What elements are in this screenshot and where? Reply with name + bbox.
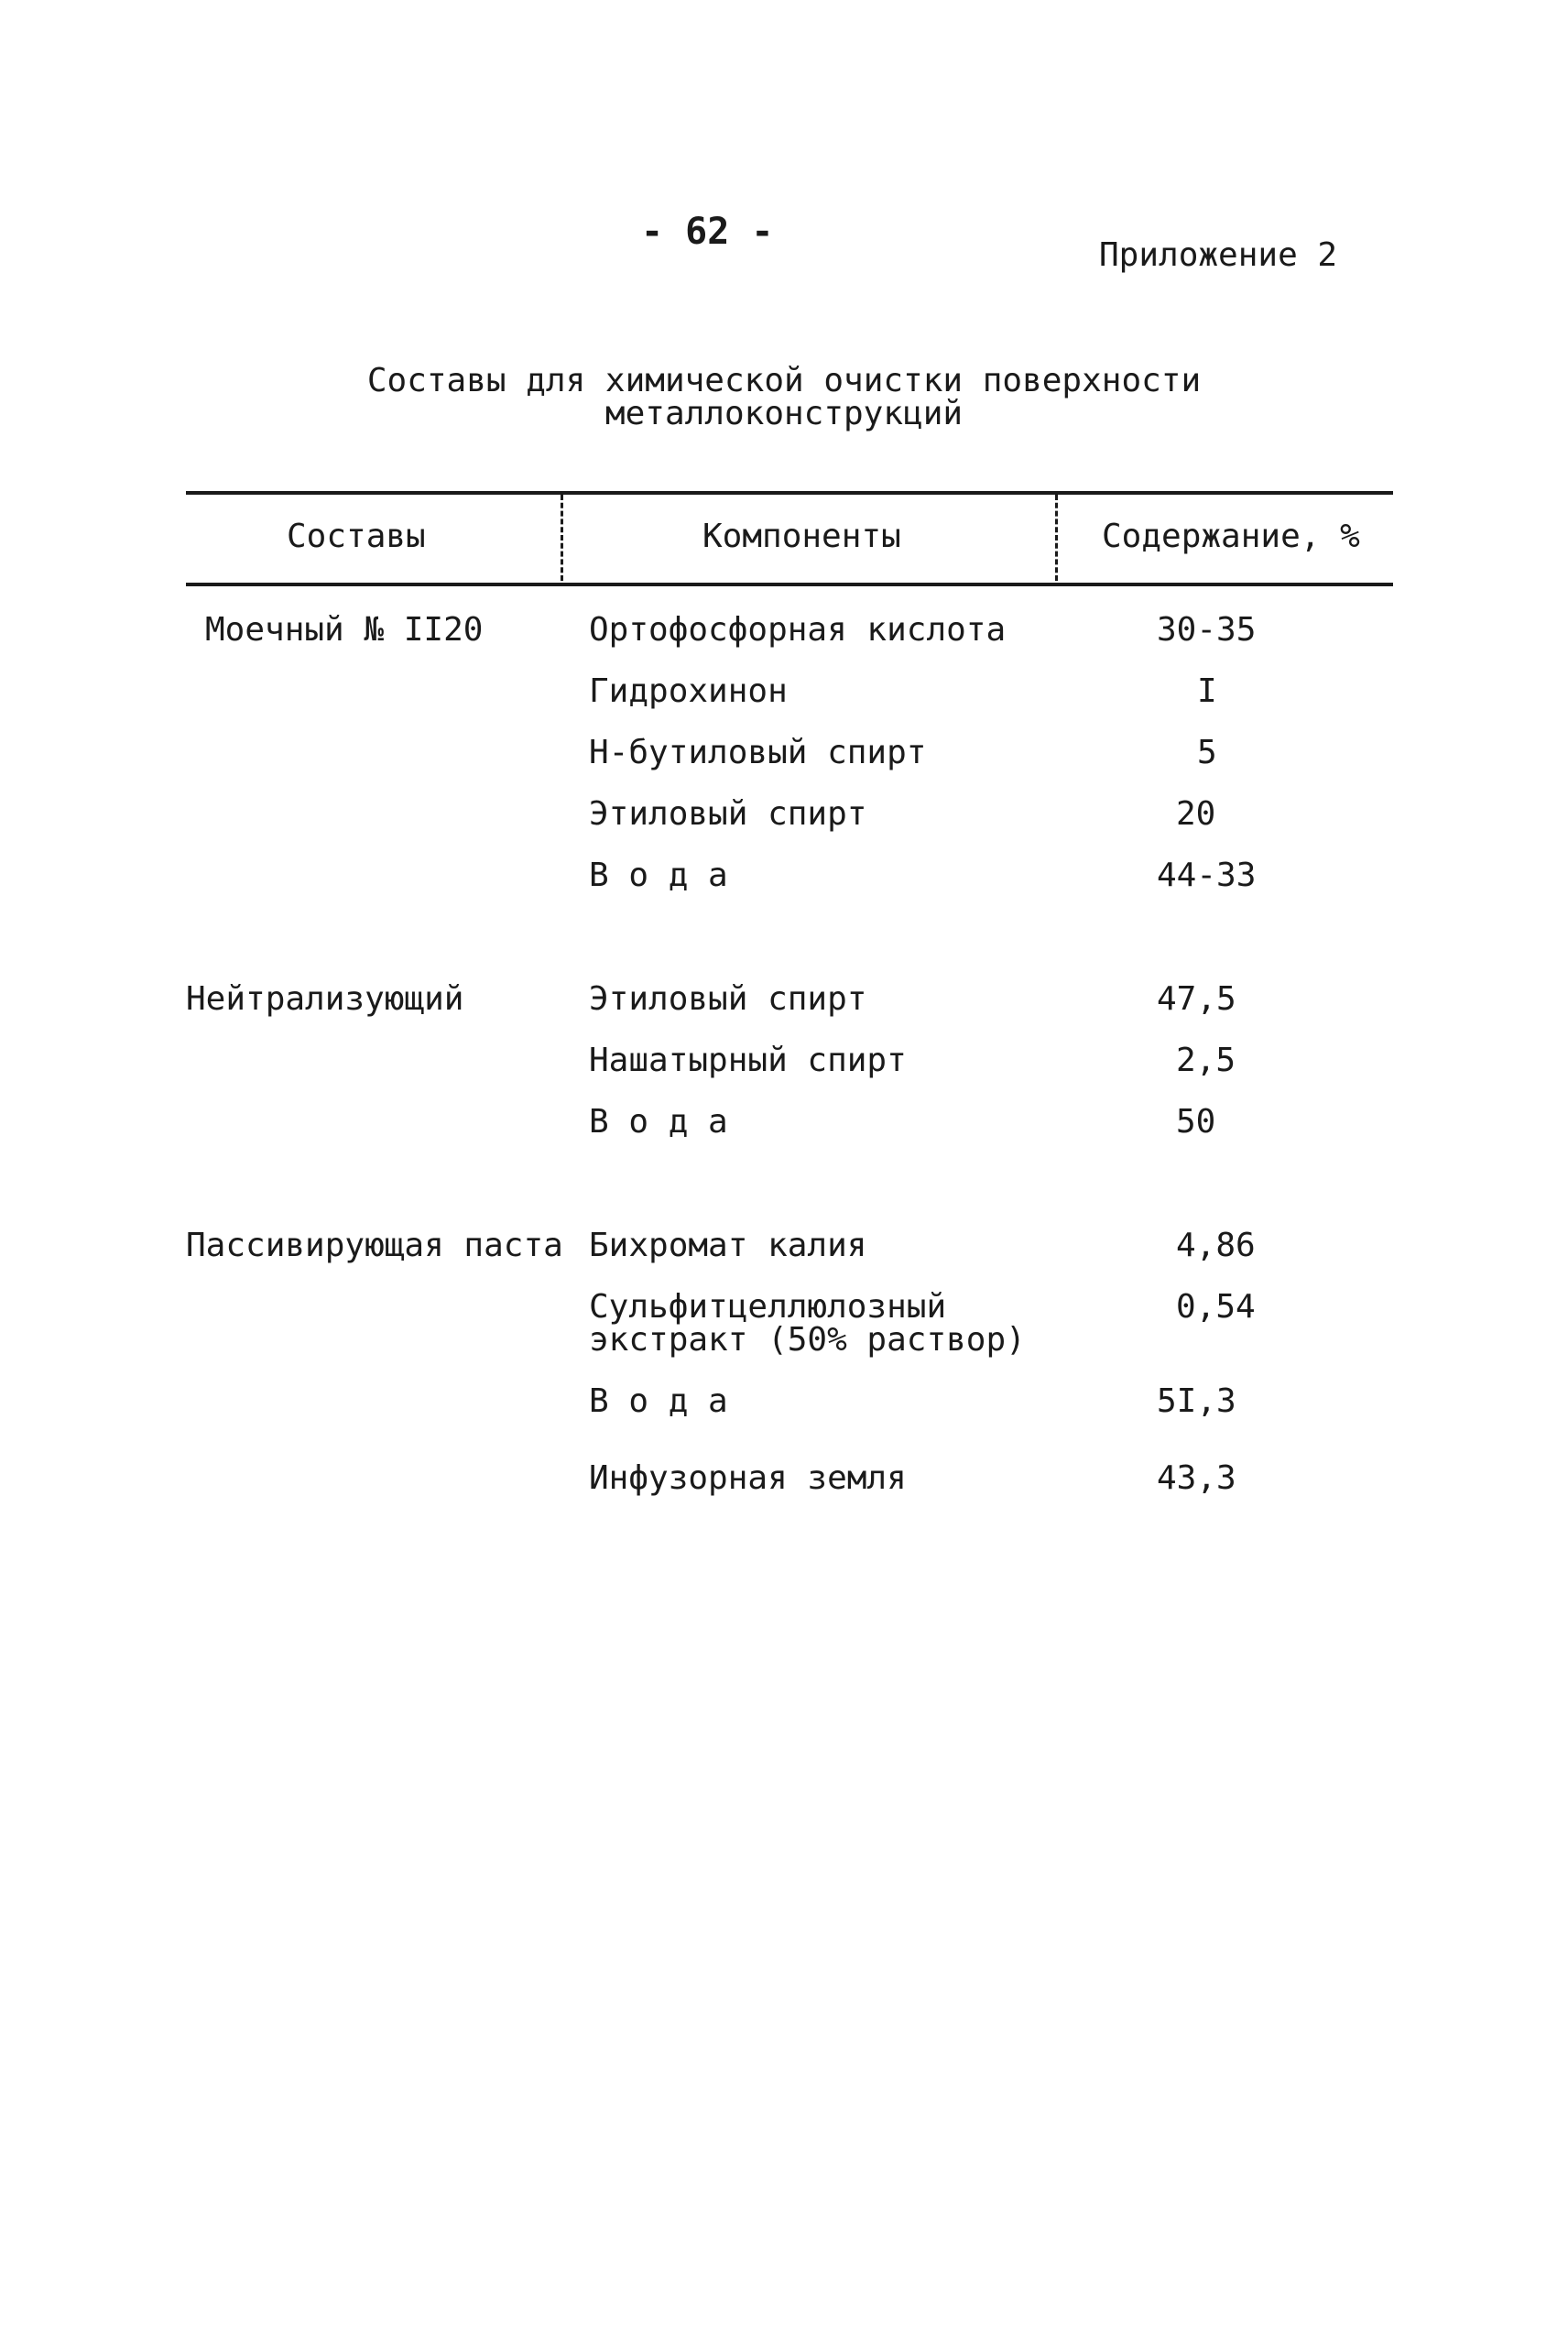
content-cell: 2,5 [1176,1042,1236,1079]
column-header-compositions: Составы [287,518,426,555]
table-top-rule [186,491,1393,495]
component-cell: Бихромат калия [589,1227,867,1264]
group-name-passivating: Пассивирующая паста [186,1227,563,1264]
document-title-line2: металлоконструкций [604,395,964,432]
component-cell: Этиловый спирт [589,795,867,833]
content-cell: 47,5 [1157,980,1236,1018]
component-cell: Н-бутиловый спирт [589,734,927,771]
component-cell: Инфузорная земля [589,1459,907,1497]
column-divider-1 [561,495,563,581]
content-cell: 30-35 [1157,611,1257,649]
page-number: - 62 - [641,211,774,253]
component-cell: Этиловый спирт [589,980,867,1018]
content-cell: I [1197,672,1217,710]
appendix-label: Приложение 2 [1099,236,1338,274]
column-header-components: Компоненты [702,518,901,555]
component-cell-line1: Сульфитцеллюлозный [589,1288,947,1326]
group-name-washing: Моечный № II20 [205,611,484,649]
column-header-content: Содержание, % [1102,518,1360,555]
column-divider-2 [1055,495,1058,581]
content-cell: 5 [1197,734,1217,771]
document-title-line1: Составы для химической очистки поверхности [366,362,1202,399]
content-cell: 5I,3 [1157,1382,1236,1420]
component-cell: В о д а [589,1103,728,1141]
component-cell: В о д а [589,857,728,894]
group-name-neutralizing: Нейтрализующий [186,980,464,1018]
component-cell: Ортофосфорная кислота [589,611,1007,649]
component-cell: В о д а [589,1382,728,1420]
table-header-rule [186,583,1393,586]
content-cell: 50 [1176,1103,1216,1141]
content-cell: 43,3 [1157,1459,1236,1497]
content-cell: 44-33 [1157,857,1257,894]
content-cell: 20 [1176,795,1216,833]
component-cell: Нашатырный спирт [589,1042,907,1079]
content-cell: 0,54 [1176,1288,1256,1326]
content-cell: 4,86 [1176,1227,1256,1264]
component-cell: Гидрохинон [589,672,788,710]
component-cell-line2: экстракт (50% раствор) [589,1321,1026,1359]
